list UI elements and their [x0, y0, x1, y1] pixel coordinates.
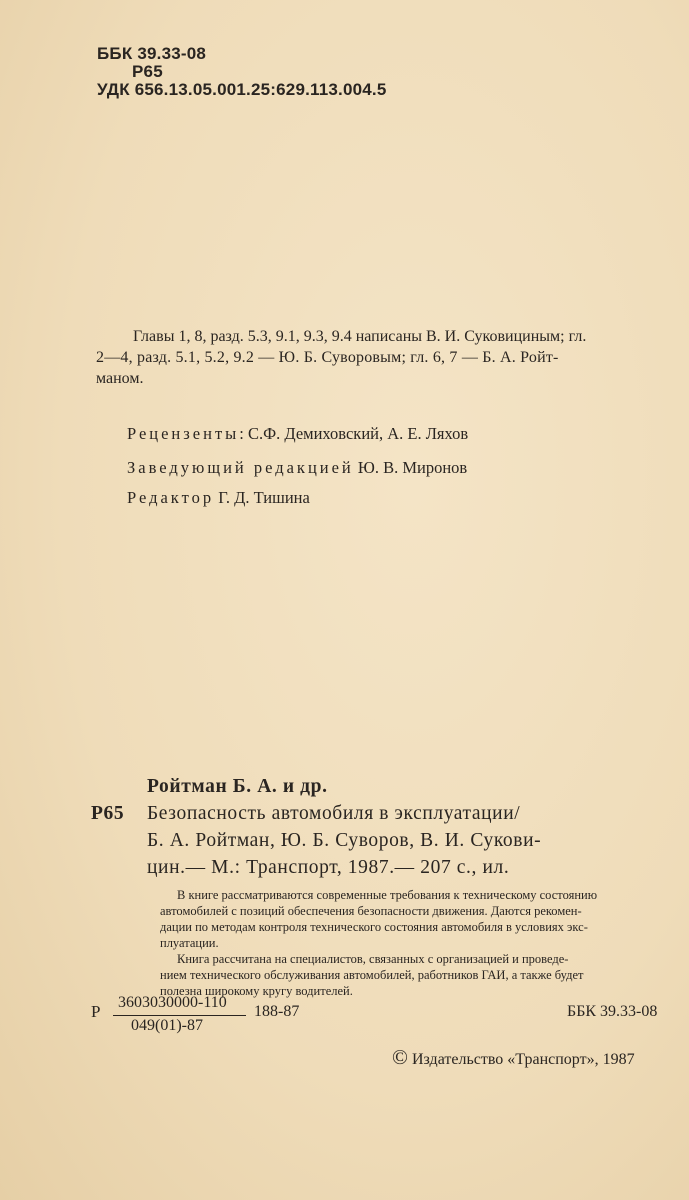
- catalog-line-1: Безопасность автомобиля в эксплуатации/: [147, 803, 521, 824]
- editor-name: Г. Д. Тишина: [218, 488, 310, 507]
- annotation-p1-line-4: плуатации.: [160, 936, 219, 950]
- reviewers-names: : С.Ф. Демиховский, А. Е. Ляхов: [239, 424, 469, 443]
- catalog-line-2: Б. А. Ройтман, Ю. Б. Суворов, В. И. Сукови-: [147, 830, 542, 851]
- editor-label: Редактор: [127, 488, 215, 507]
- reviewers-label: Рецензенты: [127, 424, 240, 443]
- authorship-line-2: 2—4, разд. 5.1, 5.2, 9.2 — Ю. Б. Суворовым; гл. 6, 7 — Б. А. Ройт-: [96, 349, 559, 366]
- authorship-line-1: Главы 1, 8, разд. 5.3, 9.1, 9.3, 9.4 написаны В. И. Суковициным; гл.: [133, 328, 587, 345]
- annotation-p2-line-1: Книга рассчитана на специалистов, связанных с организацией и проведе-: [177, 952, 569, 966]
- class-numerator: 3603030000-110: [118, 994, 227, 1011]
- reviewers-line: [127, 424, 468, 444]
- catalog-heading: Ройтман Б. А. и др.: [147, 776, 328, 797]
- class-letter: Р: [91, 1002, 101, 1021]
- author-code: Р65: [132, 62, 163, 81]
- annotation-p2-line-3: полезна широкому кругу водителей.: [160, 984, 353, 998]
- head-editor-line: [127, 458, 467, 478]
- head-editor-name: Ю. В. Миронов: [357, 458, 468, 477]
- udk-code: УДК 656.13.05.001.25:629.113.004.5: [97, 80, 387, 99]
- bbk-code: ББК 39.33-08: [97, 44, 207, 63]
- catalog-line-3: цин.— М.: Транспорт, 1987.— 207 с., ил.: [147, 857, 510, 878]
- copyright-text: Издательство «Транспорт», 1987: [411, 1051, 635, 1068]
- copyright-icon: ©: [392, 1045, 408, 1069]
- annotation-p1-line-2: автомобилей с позиций обеспечения безопасности движения. Даются рекомен-: [160, 904, 582, 918]
- head-editor-label: Заведующий редакцией: [127, 458, 354, 477]
- catalog-code: Р65: [91, 803, 125, 824]
- order-number: 188-87: [254, 1003, 300, 1020]
- class-denominator: 049(01)-87: [131, 1017, 203, 1034]
- annotation-p2-line-2: нием технического обслуживания автомобилей, работников ГАИ, а также будет: [160, 968, 584, 982]
- fraction-bar: [113, 1015, 246, 1016]
- editor-line: [127, 488, 310, 508]
- copyright-line: [392, 1045, 635, 1070]
- annotation-p1-line-3: дации по методам контроля технического состояния автомобиля в условиях экс-: [160, 920, 588, 934]
- authorship-line-3: маном.: [96, 370, 144, 387]
- annotation-p1-line-1: В книге рассматриваются современные требования к техническому состоянию: [177, 888, 598, 902]
- class-bbk: ББК 39.33-08: [567, 1003, 658, 1020]
